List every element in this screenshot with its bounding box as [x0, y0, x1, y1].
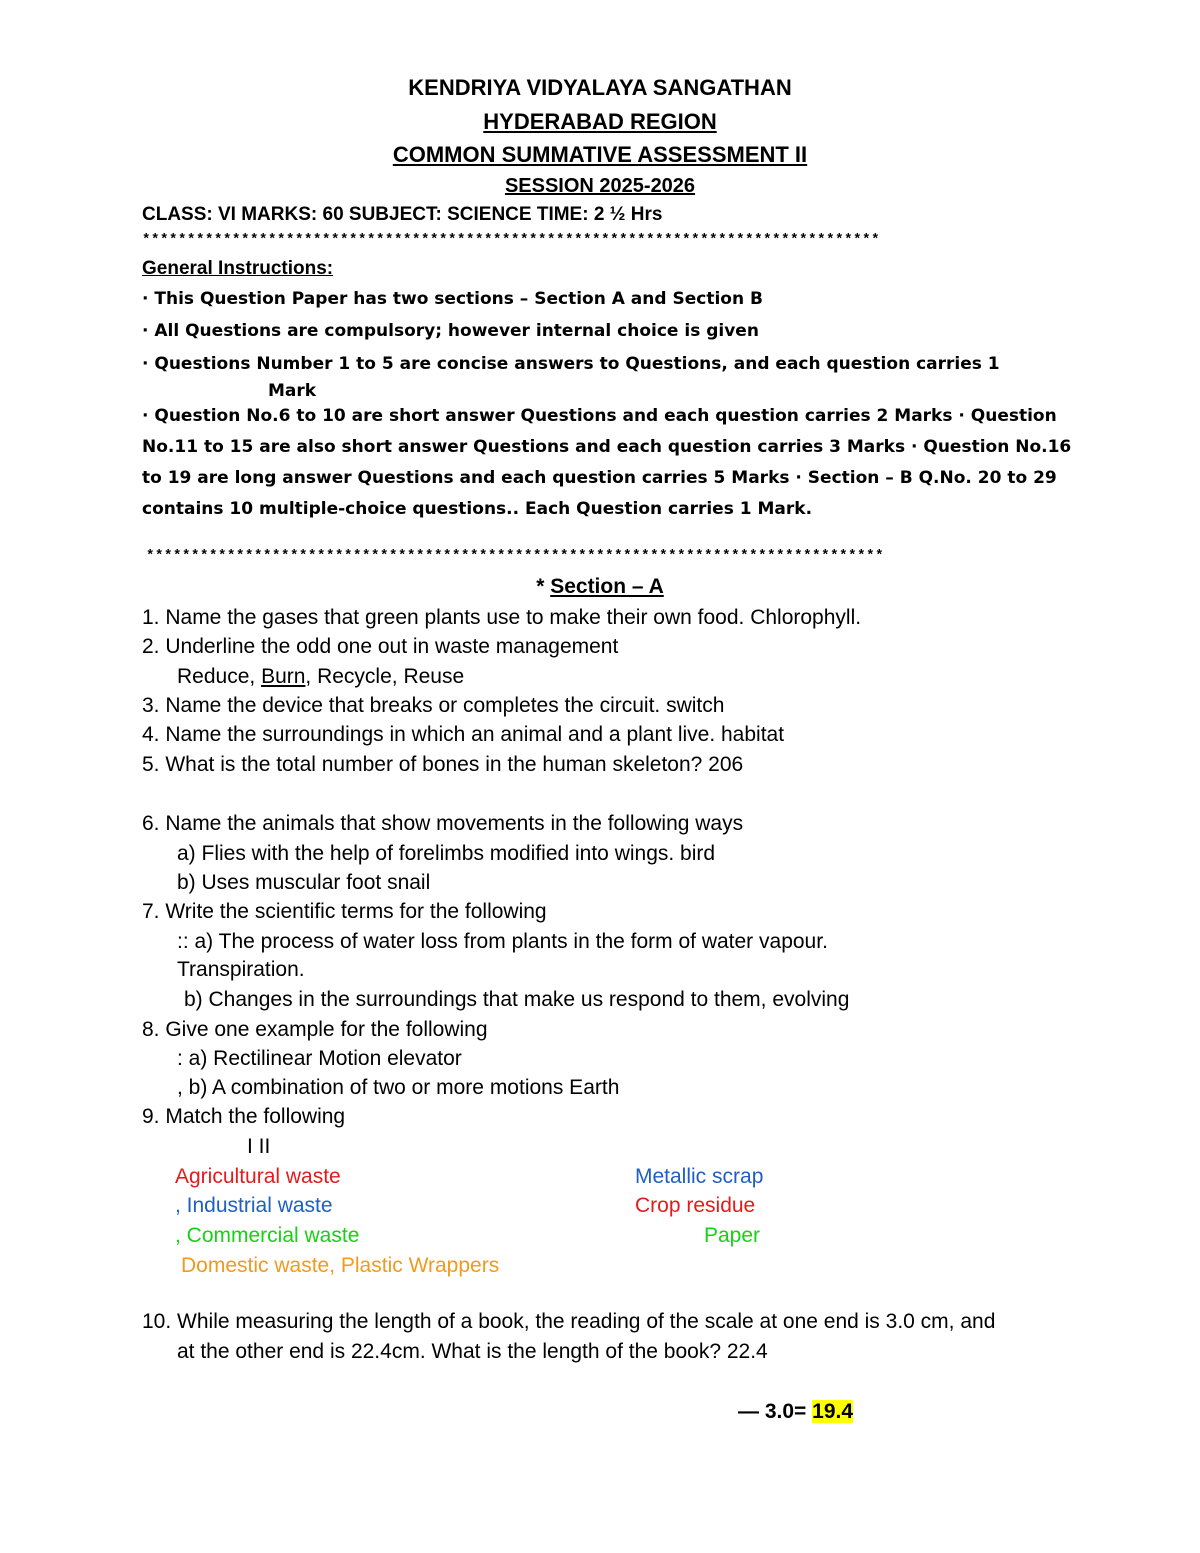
instruction-line: No.11 to 15 are also short answer Questions and each question carries 3 Marks · Question No.16: [142, 437, 1072, 457]
instruction-line: · Questions Number 1 to 5 are concise answers to Questions, and each question carries 1: [142, 354, 1000, 374]
exam-title: [0, 142, 1200, 168]
section-prefix: *: [536, 575, 551, 598]
calc-text: — 3.0=: [738, 1400, 813, 1423]
match-right-item: Metallic scrap: [635, 1165, 764, 1188]
instruction-line: · All Questions are compulsory; however internal choice is given: [142, 321, 759, 341]
divider-stars-top: **********************************************************************************: [142, 232, 881, 248]
match-right-item: Crop residue: [635, 1194, 756, 1217]
instruction-line: · This Question Paper has two sections – Section A and Section B: [142, 289, 763, 309]
question-1: 1. Name the gases that green plants use to make their own food. Chlorophyll.: [142, 606, 862, 629]
instruction-line: to 19 are long answer Questions and each question carries 5 Marks · Section – B Q.No. 20 to 29: [142, 468, 1057, 488]
question-6a: a) Flies with the help of forelimbs modified into wings. bird: [177, 842, 716, 865]
match-column-headers: I II: [247, 1135, 271, 1158]
question-10-calculation: [738, 1400, 853, 1424]
match-left-item: Domestic waste, Plastic Wrappers: [181, 1254, 500, 1277]
region-text: HYDERABAD REGION: [483, 109, 717, 134]
exam-text: COMMON SUMMATIVE ASSESSMENT II: [392, 142, 808, 167]
session-text: SESSION 2025-2026: [504, 175, 696, 197]
region-title: [0, 109, 1200, 135]
exam-meta: CLASS: VI MARKS: 60 SUBJECT: SCIENCE TIME: 2 ½ Hrs: [142, 204, 663, 225]
question-8: 8. Give one example for the following: [142, 1018, 488, 1041]
match-left-item: , Commercial waste: [175, 1224, 360, 1247]
question-3: 3. Name the device that breaks or completes the circuit. switch: [142, 694, 725, 717]
question-8b: , b) A combination of two or more motions Earth: [177, 1076, 620, 1099]
instructions-heading: [142, 258, 333, 280]
question-7a-answer: Transpiration.: [177, 958, 305, 981]
question-7a: :: a) The process of water loss from plants in the form of water vapour.: [177, 930, 828, 953]
section-title: Section – A: [550, 575, 664, 598]
question-7b: b) Changes in the surroundings that make us respond to them, evolving: [184, 988, 850, 1011]
match-left-item: Agricultural waste: [175, 1165, 341, 1188]
odd-one-out: Burn: [261, 665, 306, 688]
question-6b: b) Uses muscular foot snail: [177, 871, 431, 894]
divider-stars-bottom: **********************************************************************************: [146, 548, 885, 564]
question-2: 2. Underline the odd one out in waste management: [142, 635, 619, 658]
question-10: 10. While measuring the length of a book, the reading of the scale at one end is 3.0 cm, and: [142, 1310, 996, 1333]
question-10-continued: at the other end is 22.4cm. What is the length of the book? 22.4: [177, 1340, 768, 1363]
org-title: KENDRIYA VIDYALAYA SANGATHAN: [408, 75, 792, 100]
option-text: , Recycle, Reuse: [305, 665, 465, 688]
question-5: 5. What is the total number of bones in the human skeleton? 206: [142, 753, 744, 776]
question-8a: : a) Rectilinear Motion elevator: [177, 1047, 462, 1070]
section-heading: [0, 575, 1200, 599]
instruction-line: Mark: [268, 381, 317, 401]
instruction-line: contains 10 multiple-choice questions.. Each Question carries 1 Mark.: [142, 499, 813, 519]
question-4: 4. Name the surroundings in which an animal and a plant live. habitat: [142, 723, 785, 746]
question-2-options: [177, 665, 464, 689]
match-right-item: Paper: [704, 1224, 761, 1247]
question-9: 9. Match the following: [142, 1105, 346, 1128]
instructions-title: General Instructions:: [142, 258, 334, 279]
question-6: 6. Name the animals that show movements in the following ways: [142, 812, 744, 835]
instruction-line: · Question No.6 to 10 are short answer Questions and each question carries 2 Marks · Question: [142, 406, 1057, 426]
option-text: Reduce,: [177, 665, 262, 688]
match-left-item: , Industrial waste: [175, 1194, 333, 1217]
highlighted-answer: 19.4: [812, 1400, 854, 1423]
session-title: [0, 175, 1200, 198]
question-7: 7. Write the scientific terms for the following: [142, 900, 547, 923]
